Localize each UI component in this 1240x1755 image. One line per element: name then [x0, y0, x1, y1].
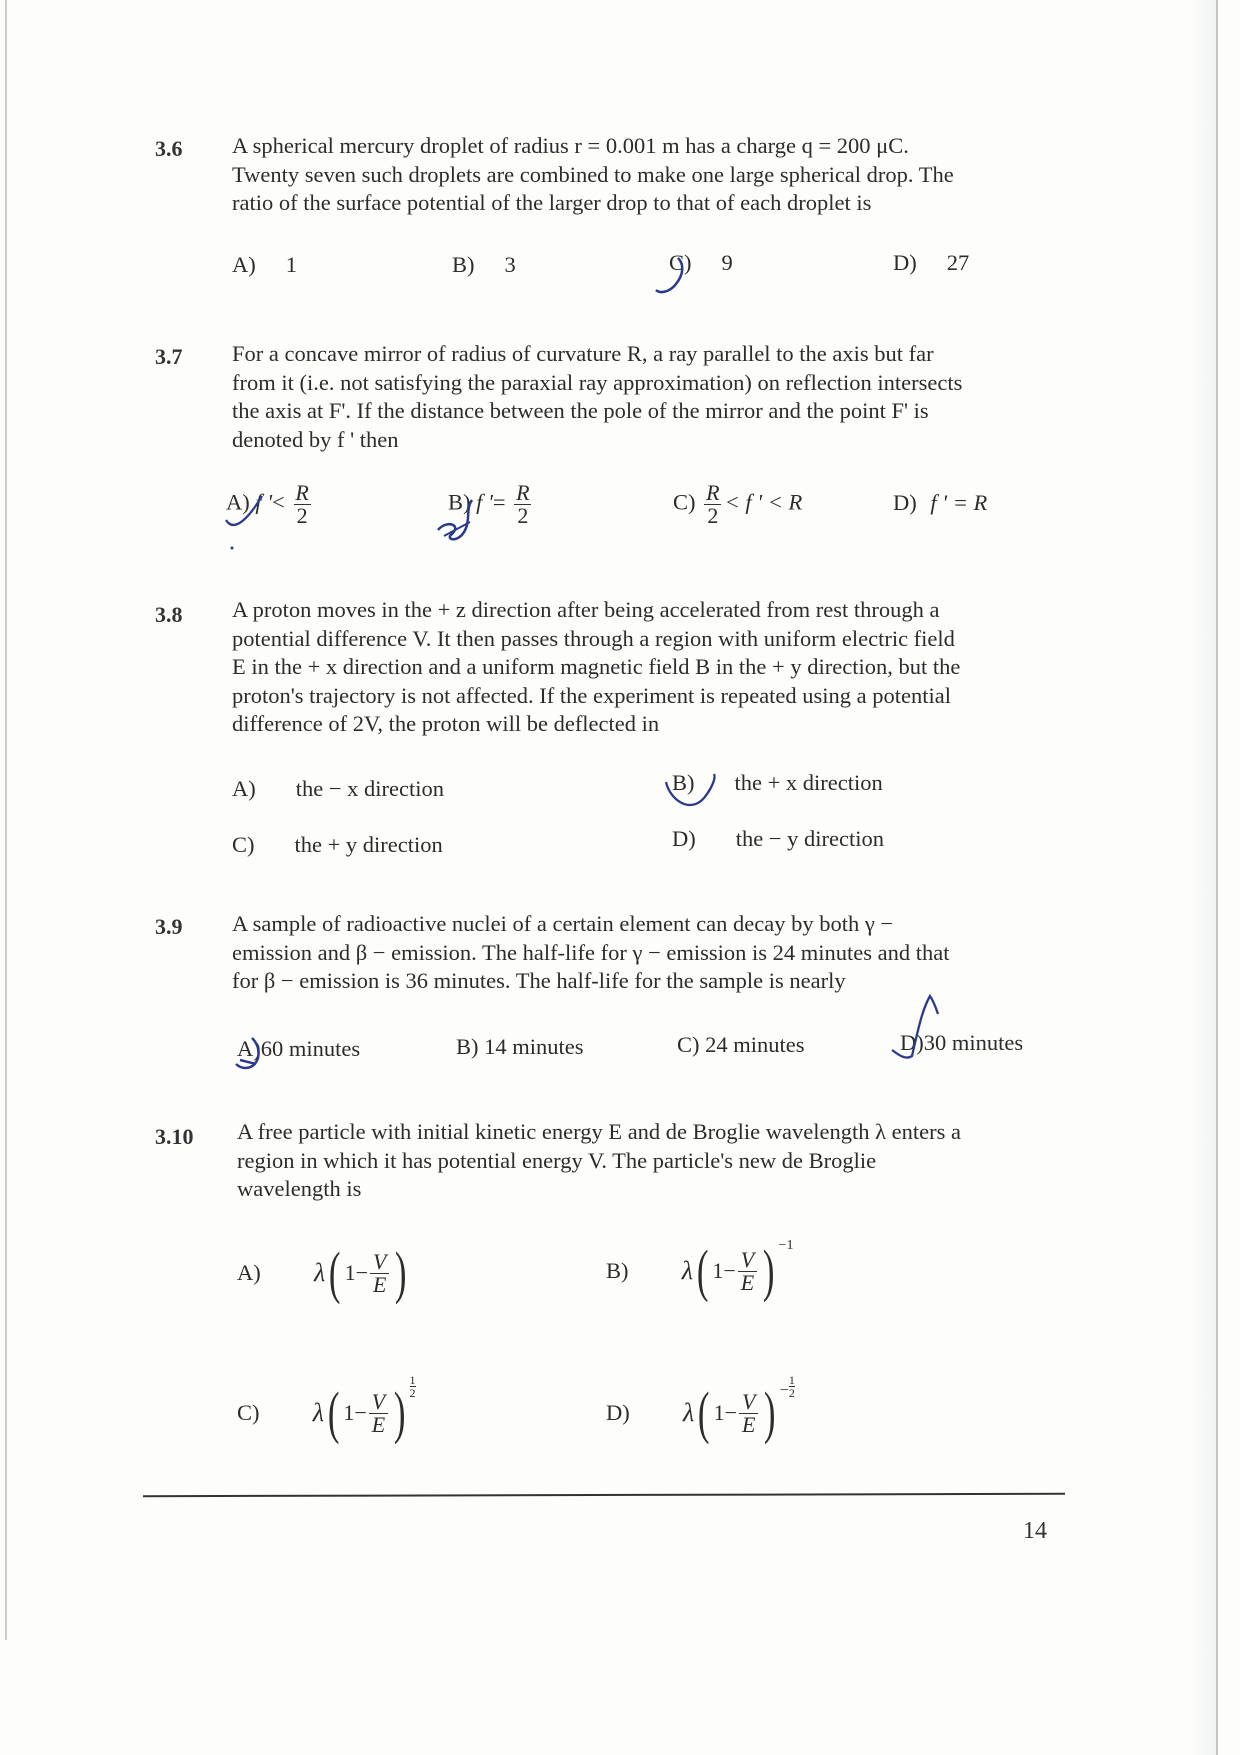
lambda-symbol: λ [312, 1398, 325, 1427]
numerator: R [516, 480, 530, 505]
option-label: C) [232, 832, 255, 857]
option-value: 9 [721, 250, 733, 275]
close-paren: ) [764, 1380, 776, 1445]
question-text [232, 910, 1050, 996]
question-line: region in which it has potential energy V. The particle's new de Broglie [237, 1147, 877, 1173]
lambda-symbol: λ [683, 1398, 695, 1427]
option-3-7-c[interactable] [673, 482, 802, 527]
numerator: R [706, 480, 720, 505]
fraction [513, 482, 532, 527]
question-line: emission and β − emission. The half-life for γ − emission is 24 minutes and that [232, 939, 950, 965]
question-line: for β − emission is 36 minutes. The half-life for the sample is nearly [232, 968, 846, 993]
lambda-symbol: λ [314, 1258, 326, 1287]
option-label: B) [672, 770, 695, 795]
denominator: E [738, 1271, 757, 1294]
option-label: D) [606, 1400, 630, 1425]
option-3-6-b[interactable] [452, 252, 516, 278]
option-label: B) [606, 1258, 629, 1283]
question-line: denoted by f ' then [232, 426, 399, 452]
option-lhs: f ' [476, 489, 493, 515]
exponent-fraction [410, 1374, 416, 1399]
page-number: 14 [1023, 1518, 1047, 1544]
option-expr: < f ' < R [724, 489, 803, 515]
option-value: 1 [285, 252, 297, 277]
option-value: 3 [504, 252, 516, 277]
option-3-7-d[interactable] [893, 490, 987, 516]
question-line: wavelength is [237, 1176, 362, 1201]
numerator: V [371, 1388, 386, 1414]
question-text [232, 340, 1050, 454]
option-label: B) [452, 252, 475, 277]
question-line: potential difference V. It then passes through a region with uniform electric field [232, 625, 955, 651]
open-paren: ( [698, 1380, 710, 1445]
option-label: C) [673, 489, 696, 515]
exponent: −1 [778, 1238, 794, 1253]
denominator: 2 [294, 504, 311, 527]
numerator: V [740, 1246, 755, 1272]
option-3-6-c[interactable] [669, 250, 733, 276]
option-3-6-d[interactable] [893, 250, 969, 276]
open-paren: ( [327, 1380, 340, 1445]
question-line: proton's trajectory is not affected. If the experiment is repeated using a potential [232, 682, 952, 708]
exponent-sign: − [779, 1382, 789, 1399]
option-value: the + y direction [294, 832, 443, 857]
exponent-fraction [789, 1374, 795, 1399]
option-3-10-a[interactable] [237, 1240, 411, 1305]
option-label: A) [237, 1260, 261, 1285]
option-label: C) [677, 1032, 700, 1057]
question-number: 3.10 [155, 1124, 194, 1149]
question-line: Twenty seven such droplets are combined to make one large spherical drop. The [232, 161, 954, 187]
option-label: D) [893, 250, 917, 275]
option-expr: f ' = R [930, 490, 988, 515]
expr-one-minus: 1− [343, 1400, 367, 1425]
expr-one-minus: 1− [344, 1260, 369, 1285]
option-value: 27 [946, 250, 970, 275]
option-operator: < [272, 489, 285, 515]
option-3-8-a[interactable] [232, 776, 444, 802]
close-paren: ) [395, 1240, 407, 1305]
option-label: D) [893, 490, 917, 515]
question-number: 3.6 [155, 136, 183, 161]
page-edge-shade [1190, 0, 1216, 1755]
fraction [738, 1246, 757, 1295]
footer-rule [143, 1493, 1065, 1497]
option-label: A) [232, 252, 256, 277]
option-3-9-c[interactable] [677, 1032, 805, 1058]
option-value: 24 minutes [705, 1032, 805, 1057]
question-line: the axis at F'. If the distance between the pole of the mirror and the point F' is [232, 398, 929, 423]
option-label: A) [232, 776, 256, 801]
close-paren: ) [763, 1238, 775, 1303]
question-line: A sample of radioactive nuclei of a certain element can decay by both γ − [232, 911, 894, 936]
option-value: 60 minutes [260, 1036, 361, 1061]
option-3-8-b[interactable] [672, 770, 883, 796]
open-paren: ( [696, 1238, 709, 1303]
option-value: 14 minutes [484, 1034, 584, 1059]
exponent-numerator: 1 [409, 1373, 416, 1387]
expr-one-minus: 1− [712, 1258, 736, 1283]
question-text [237, 1118, 1047, 1204]
option-3-9-d[interactable] [900, 1030, 1023, 1056]
option-label: A) [237, 1036, 261, 1061]
question-line: A free particle with initial kinetic energy E and de Broglie wavelength λ enters a [237, 1119, 961, 1144]
option-value: the + x direction [734, 770, 883, 795]
option-3-7-b[interactable] [448, 482, 535, 527]
page-edge-left [5, 0, 7, 1640]
option-operator: = [492, 489, 506, 515]
option-value: the − x direction [295, 776, 445, 801]
question-line: E in the + x direction and a uniform magnetic field B in the + y direction, but the [232, 654, 961, 679]
denominator: E [369, 1413, 388, 1436]
exponent-denominator: 2 [788, 1386, 795, 1400]
lambda-symbol: λ [681, 1256, 694, 1285]
denominator: E [370, 1273, 389, 1296]
question-line: A proton moves in the + z direction after being accelerated from rest through a [232, 597, 940, 622]
fraction [739, 1388, 758, 1437]
option-label: B) [456, 1034, 479, 1059]
question-number: 3.9 [155, 914, 183, 939]
numerator: V [373, 1248, 387, 1274]
fraction [292, 482, 311, 527]
option-label: D) [672, 826, 696, 851]
exponent-numerator: 1 [788, 1373, 795, 1387]
question-number: 3.8 [155, 602, 183, 627]
option-3-8-c[interactable] [232, 832, 443, 858]
option-3-8-d[interactable] [672, 826, 884, 852]
question-number: 3.7 [155, 344, 183, 369]
question-text [232, 132, 1050, 218]
option-3-6-a[interactable] [232, 252, 297, 278]
option-3-7-a[interactable] [226, 482, 314, 527]
denominator: 2 [514, 504, 531, 527]
option-value: 30 minutes [923, 1030, 1024, 1055]
fraction [369, 1388, 388, 1437]
numerator: R [295, 480, 309, 505]
option-lhs: f ' [255, 489, 273, 515]
option-3-9-a[interactable] [237, 1036, 360, 1062]
question-text [232, 596, 1050, 739]
question-line: difference of 2V, the proton will be deflected in [232, 711, 660, 736]
option-value: the − y direction [735, 826, 885, 851]
option-3-9-b[interactable] [456, 1034, 584, 1060]
option-3-10-c[interactable] [237, 1373, 416, 1445]
close-paren: ) [394, 1380, 406, 1445]
fraction [703, 482, 722, 527]
denominator: 2 [704, 504, 721, 527]
question-line: For a concave mirror of radius of curvature R, a ray parallel to the axis but far [232, 341, 934, 366]
expr-one-minus: 1− [713, 1400, 738, 1425]
exponent-denominator: 2 [409, 1386, 416, 1400]
question-line: A spherical mercury droplet of radius r = 0.001 m has a charge q = 200 μC. [232, 133, 909, 158]
option-label: A) [226, 489, 250, 515]
question-line: ratio of the surface potential of the larger drop to that of each droplet is [232, 190, 872, 215]
option-label: C) [669, 250, 692, 275]
denominator: E [739, 1413, 758, 1436]
open-paren: ( [329, 1240, 341, 1305]
question-line: from it (i.e. not satisfying the paraxial ray approximation) on reflection intersects [232, 369, 963, 395]
option-3-10-d[interactable] [606, 1373, 795, 1445]
option-label: D) [900, 1030, 924, 1055]
option-3-10-b[interactable] [606, 1238, 794, 1303]
page-edge-right [1216, 0, 1218, 1755]
numerator: V [742, 1388, 756, 1414]
option-label: C) [237, 1400, 260, 1425]
option-label: B) [448, 489, 471, 515]
fraction [370, 1248, 389, 1297]
